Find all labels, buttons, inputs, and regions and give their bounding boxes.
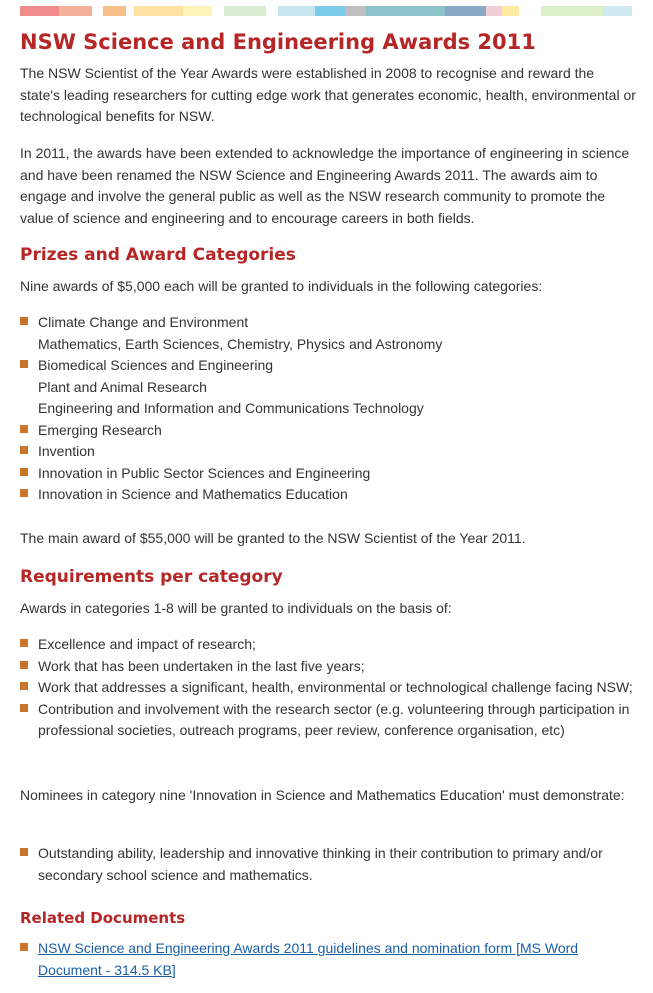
prize-category-list <box>20 312 636 506</box>
square-bullet-icon <box>20 848 28 856</box>
related-documents-heading: Related Documents <box>20 909 186 927</box>
color-strip-segment <box>20 6 59 16</box>
color-strip-segment <box>519 6 541 16</box>
list-item-text: Contribution and involvement with the research sector (e.g. volunteering through participation in professional societies, outreach programs, peer review, conference organisation, etc) <box>38 700 630 738</box>
color-strip-segment <box>103 6 126 16</box>
color-strip-segment <box>59 6 91 16</box>
color-strip-segment <box>502 6 520 16</box>
requirement-item <box>20 677 636 699</box>
list-item-text: Mathematics, Earth Sciences, Chemistry, Physics and Astronomy <box>38 335 443 352</box>
color-strip-segment <box>315 6 344 16</box>
color-strip-segment <box>212 6 224 16</box>
list-item-text: Climate Change and Environment <box>38 314 249 330</box>
prizes-heading: Prizes and Award Categories <box>20 245 296 265</box>
color-strip-segment <box>134 6 183 16</box>
prize-category-item <box>20 463 636 485</box>
list-item-text: Emerging Research <box>38 421 162 438</box>
square-bullet-icon <box>20 468 28 476</box>
color-strip-segment <box>541 6 603 16</box>
category-nine-item <box>20 843 636 886</box>
list-item-text: Work that has been undertaken in the last five years; <box>38 657 365 674</box>
list-item-text: Excellence and impact of research; <box>38 636 256 652</box>
prize-category-subitem <box>20 377 636 399</box>
requirement-item <box>20 656 636 678</box>
color-strip-segment <box>603 6 632 16</box>
page-title: NSW Science and Engineering Awards 2011 <box>20 30 536 54</box>
list-item-text: Innovation in Public Sector Sciences and Engineering <box>38 464 371 481</box>
prize-category-item <box>20 312 636 334</box>
requirement-item <box>20 634 636 656</box>
square-bullet-icon <box>20 661 28 669</box>
requirements-lead: Awards in categories 1-8 will be granted to individuals on the basis of: <box>20 600 452 616</box>
color-strip-segment <box>266 6 278 16</box>
color-strip-segment <box>126 6 134 16</box>
list-item-text: Innovation in Science and Mathematics Education <box>38 486 348 502</box>
requirement-item <box>20 699 636 742</box>
list-item-text: Engineering and Information and Communications Technology <box>38 400 424 416</box>
color-strip-segment <box>183 6 212 16</box>
square-bullet-icon <box>20 704 28 712</box>
prizes-lead: Nine awards of $5,000 each will be granted to individuals in the following categories: <box>20 278 543 294</box>
prize-category-subitem <box>20 398 636 420</box>
color-strip-segment <box>278 6 315 16</box>
prize-category-item <box>20 355 636 377</box>
square-bullet-icon <box>20 682 28 690</box>
square-bullet-icon <box>20 489 28 497</box>
color-strip-segment <box>92 6 104 16</box>
document-link[interactable]: NSW Science and Engineering Awards 2011 guidelines and nomination form [MS Word Document - 314.5 KB] <box>38 940 579 978</box>
list-item-text: Work that addresses a significant, health, environmental or technological challenge facing NSW; <box>38 679 633 695</box>
main-award-text: The main award of $55,000 will be granted to the NSW Scientist of the Year 2011. <box>20 530 526 546</box>
color-strip-segment <box>486 6 502 16</box>
requirements-list <box>20 634 636 742</box>
square-bullet-icon <box>20 425 28 433</box>
intro-paragraph-1: The NSW Scientist of the Year Awards were established in 2008 to recognise and reward the state's leading researchers for cutting edge work that generates economic, health, environmental or technological benefits for NSW. <box>20 65 636 124</box>
intro-paragraph-2: In 2011, the awards have been extended to acknowledge the importance of engineering in science and have been renamed the NSW Science and Engineering Awards 2011. The awards aim to engage and involve the general public as well as the NSW research community to promote the value of science and engineering and to encourage careers in both fields. <box>20 145 630 226</box>
square-bullet-icon <box>20 446 28 454</box>
prize-category-item <box>20 420 636 442</box>
category-nine-lead: Nominees in category nine 'Innovation in Science and Mathematics Education' must demonstrate: <box>20 787 625 803</box>
square-bullet-icon <box>20 639 28 647</box>
color-strip-segment <box>224 6 266 16</box>
prize-category-subitem <box>20 334 636 356</box>
list-item-text: Biomedical Sciences and Engineering <box>38 357 274 373</box>
square-bullet-icon <box>20 360 28 368</box>
related-document-item[interactable] <box>20 938 636 981</box>
color-strip-segment <box>366 6 444 16</box>
color-strip-segment <box>445 6 486 16</box>
category-nine-list <box>20 843 636 886</box>
list-item-text: Plant and Animal Research <box>38 378 207 395</box>
color-strip-segment <box>345 6 367 16</box>
square-bullet-icon <box>20 317 28 325</box>
prize-category-item <box>20 441 636 463</box>
related-documents-list <box>20 938 636 981</box>
requirements-heading: Requirements per category <box>20 567 283 587</box>
prize-category-item <box>20 484 636 506</box>
list-item-text: Invention <box>38 443 95 459</box>
list-item-text: Outstanding ability, leadership and innovative thinking in their contribution to primary and/or secondary school science and mathematics. <box>38 845 603 883</box>
decorative-color-strip <box>20 6 632 16</box>
square-bullet-icon <box>20 943 28 951</box>
